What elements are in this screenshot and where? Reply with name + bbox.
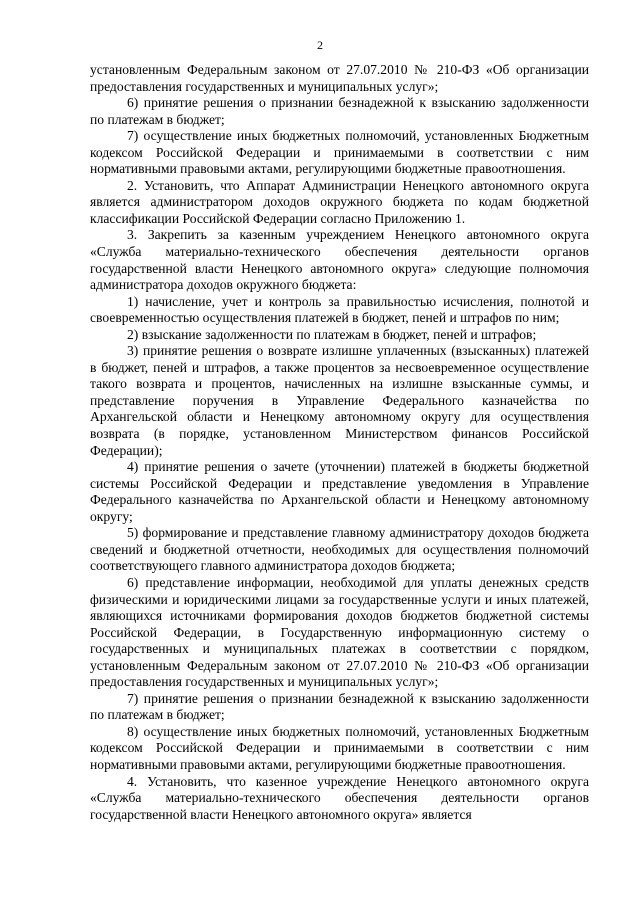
paragraph: 5) формирование и представление главному администратору доходов бюджета сведений и бюджетной отчетности, необходимых для осуществления полномочий соответствующего главного администратора доходов бюджета; bbox=[90, 525, 589, 574]
paragraph: 2) взыскание задолженности по платежам в бюджет, пеней и штрафов; bbox=[127, 326, 537, 342]
paragraph: 6) принятие решения о признании безнадежной к взысканию задолженности по платежам в бюджет; bbox=[90, 95, 589, 127]
document-body bbox=[90, 62, 589, 823]
paragraph: 3) принятие решения о возврате излишне уплаченных (взысканных) платежей в бюджет, пеней и штрафов, а также процентов за несвоевременное осуществление такого возврата и процентов, начисленных на излишне взысканные суммы, и представление поручения в Управление Федерального казначейства по Архангельской области и Ненецкому автономному округу для осуществления возврата (в порядке, установленном Министерством финансов Российской Федерации); bbox=[90, 343, 589, 458]
paragraph: 6) представление информации, необходимой для уплаты денежных средств физическими и юридическими лицами за государственные услуги и иных платежей, являющихся источниками формирования доходов бюджетов бюджетной системы Российской Федерации, в Государственную информационную систему о государственных и муниципальных платежах в соответствии с порядком, установленным Федеральным законом от 27.07.2010 № 210-ФЗ «Об организации предоставления государственных и муниципальных услуг»; bbox=[90, 574, 589, 690]
paragraph: 1) начисление, учет и контроль за правильностью исчисления, полнотой и своевременностью осуществления платежей в бюджет, пеней и штрафов по ним; bbox=[90, 293, 589, 326]
paragraph: установленным Федеральным законом от 27.07.2010 № 210-ФЗ «Об организации предоставления государственных и муниципальных услуг»; bbox=[90, 62, 589, 94]
paragraph: 7) принятие решения о признании безнадежной к взысканию задолженности по платежам в бюджет; bbox=[90, 690, 589, 723]
paragraph: 4) принятие решения о зачете (уточнении) платежей в бюджеты бюджетной системы Российской Федерации и представление уведомления в Управление Федерального казначейства по Архангельской области и Ненецкому автономному округу; bbox=[90, 459, 589, 524]
paragraph: 2. Установить, что Аппарат Администрации Ненецкого автономного округа является администратором доходов окружного бюджета по кодам бюджетной классификации Российской Федерации согласно Приложению 1. bbox=[90, 177, 589, 226]
paragraph: 4. Установить, что казенное учреждение Ненецкого автономного округа «Служба материально-технического обеспечения деятельности органов государственной власти Ненецкого автономного округа» является bbox=[90, 773, 589, 822]
paragraph: 7) осуществление иных бюджетных полномочий, установленных Бюджетным кодексом Российской Федерации и принимаемыми в соответствии с ним нормативными правовыми актами, регулирующими бюджетные правоотношения. bbox=[90, 128, 589, 177]
paragraph: 3. Закрепить за казенным учреждением Ненецкого автономного округа «Служба материально-технического обеспечения деятельности органов государственной власти Ненецкого автономного округа» следующие полномочия администратора доходов окружного бюджета: bbox=[90, 227, 589, 293]
page-number: 2 bbox=[317, 38, 323, 52]
paragraph: 8) осуществление иных бюджетных полномочий, установленных Бюджетным кодексом Российской Федерации и принимаемыми в соответствии с ним нормативными правовыми актами, регулирующими бюджетные правоотношения. bbox=[90, 723, 589, 772]
